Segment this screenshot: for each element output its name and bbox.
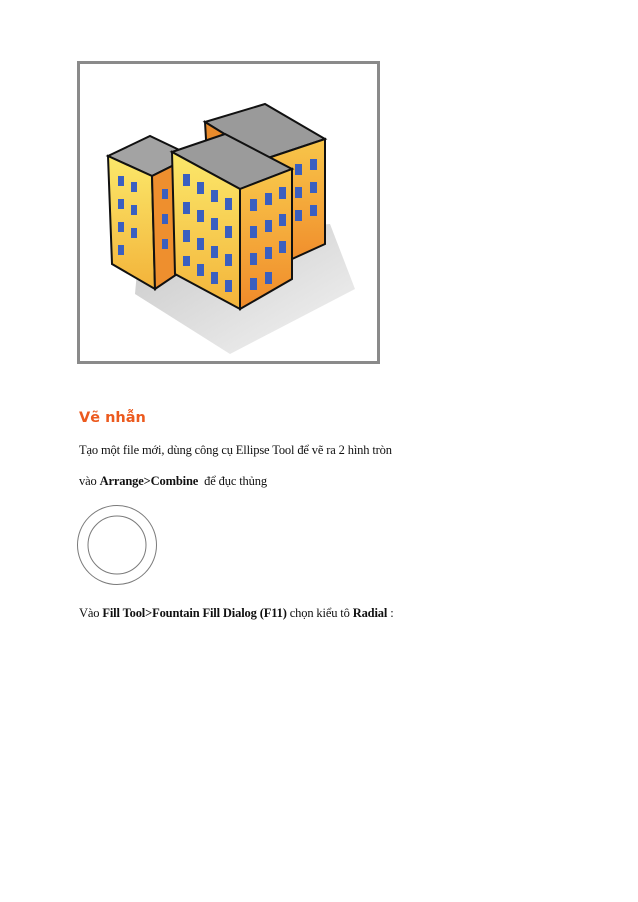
para2-suffix: để đục thủng: [198, 474, 267, 488]
instruction-paragraph-1: Tạo một file mới, dùng công cụ Ellipse Tool để vẽ ra 2 hình tròn: [79, 443, 392, 457]
concentric-circles-icon: [76, 504, 158, 586]
section-heading: Vẽ nhẫn: [79, 410, 146, 426]
instruction-paragraph-3: [79, 607, 394, 620]
para3-prefix: Vào: [79, 606, 103, 620]
arrange-combine-command: Arrange>Combine: [99, 474, 199, 488]
para2-prefix: vào: [79, 474, 100, 488]
instruction-paragraph-2: [79, 475, 267, 488]
office-building-icon: [80, 64, 377, 361]
para3-middle: chọn kiểu tô: [286, 606, 353, 620]
para3-suffix: :: [387, 606, 394, 620]
building-figure: [77, 61, 380, 364]
fountain-fill-command: Fill Tool>Fountain Fill Dialog (F11): [102, 606, 287, 620]
radial-fill-type: Radial: [352, 606, 388, 620]
